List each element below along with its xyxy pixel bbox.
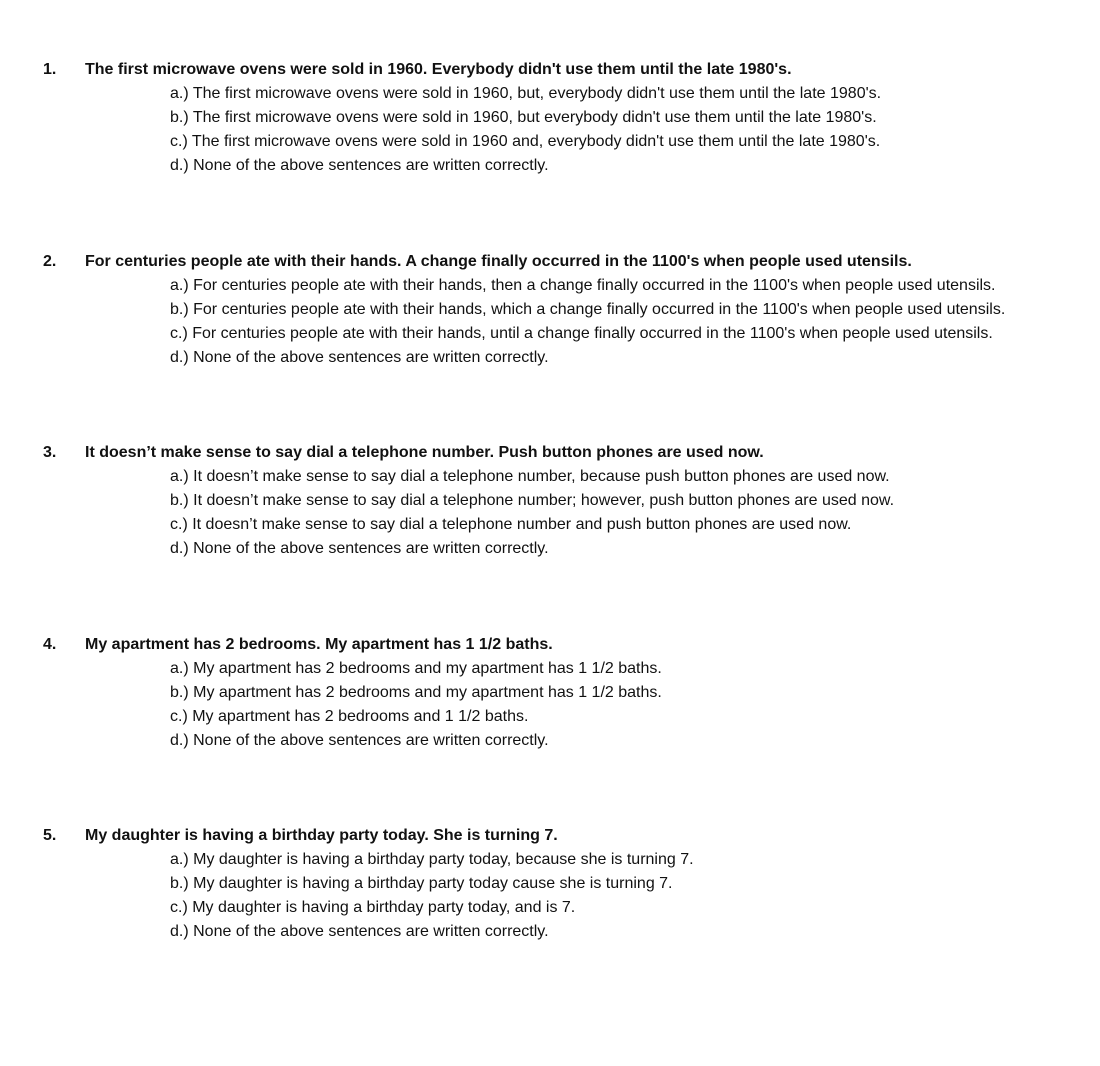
question-text: My apartment has 2 bedrooms. My apartment has 1 1/2 baths. [85,636,553,653]
option-b: b.) For centuries people ate with their hands, which a change finally occurred in the 1100's when people used utensils. [170,301,1006,318]
option-c: c.) For centuries people ate with their hands, until a change finally occurred in the 1100's when people used utensils. [170,325,993,342]
question-number: 4. [43,636,57,653]
question-number: 3. [43,444,57,461]
option-a: a.) It doesn’t make sense to say dial a telephone number, because push button phones are used now. [170,468,890,485]
option-d: d.) None of the above sentences are written correctly. [170,157,549,174]
question-text: My daughter is having a birthday party today. She is turning 7. [85,827,558,844]
question-text: The first microwave ovens were sold in 1960. Everybody didn't use them until the late 1980's. [85,61,792,78]
option-b: b.) The first microwave ovens were sold in 1960, but everybody didn't use them until the late 1980's. [170,109,877,126]
option-c: c.) My daughter is having a birthday party today, and is 7. [170,899,576,916]
option-c: c.) It doesn’t make sense to say dial a telephone number and push button phones are used now. [170,516,852,533]
option-a: a.) My daughter is having a birthday party today, because she is turning 7. [170,851,694,868]
option-d: d.) None of the above sentences are written correctly. [170,923,549,940]
option-a: a.) The first microwave ovens were sold in 1960, but, everybody didn't use them until the late 1980's. [170,85,882,102]
question-number: 2. [43,253,57,270]
option-a: a.) For centuries people ate with their hands, then a change finally occurred in the 1100's when people used utensils. [170,277,996,294]
question-number: 1. [43,61,57,78]
option-b: b.) My apartment has 2 bedrooms and my apartment has 1 1/2 baths. [170,684,662,701]
option-c: c.) The first microwave ovens were sold in 1960 and, everybody didn't use them until the late 1980's. [170,133,881,150]
option-d: d.) None of the above sentences are written correctly. [170,349,549,366]
option-b: b.) It doesn’t make sense to say dial a telephone number; however, push button phones are used now. [170,492,895,509]
option-d: d.) None of the above sentences are written correctly. [170,540,549,557]
option-c: c.) My apartment has 2 bedrooms and 1 1/2 baths. [170,708,529,725]
option-b: b.) My daughter is having a birthday party today cause she is turning 7. [170,875,673,892]
question-text: It doesn’t make sense to say dial a telephone number. Push button phones are used now. [85,444,764,461]
option-d: d.) None of the above sentences are written correctly. [170,732,549,749]
question-text: For centuries people ate with their hands. A change finally occurred in the 1100's when people used utensils. [85,253,912,270]
option-a: a.) My apartment has 2 bedrooms and my apartment has 1 1/2 baths. [170,660,662,677]
question-number: 5. [43,827,57,844]
